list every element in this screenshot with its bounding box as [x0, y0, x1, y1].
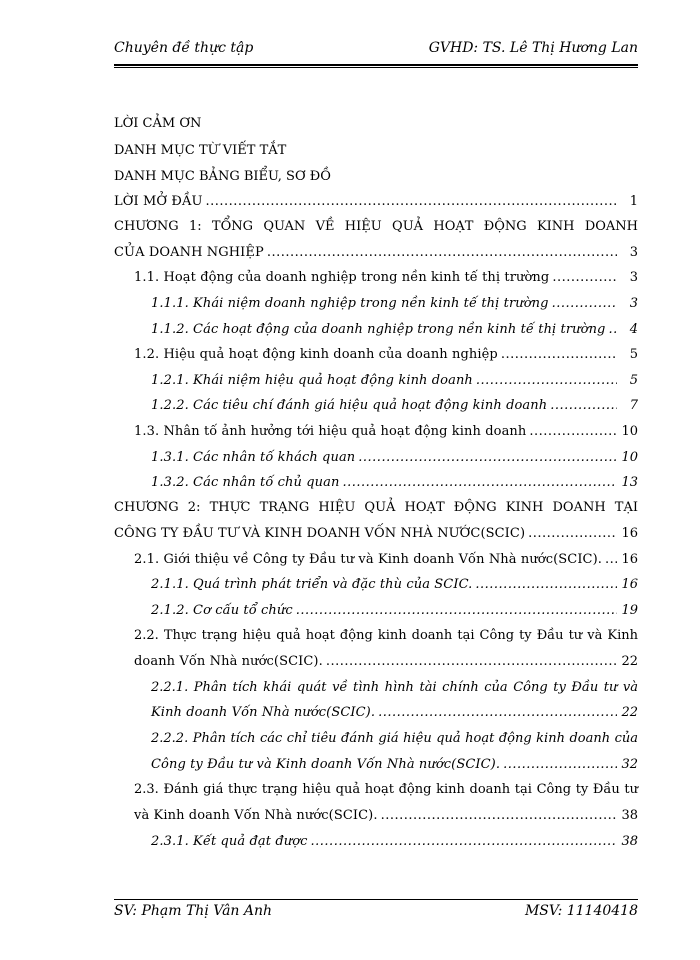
toc-entry [151, 450, 638, 465]
toc-dot-leader [311, 834, 617, 849]
toc-entry-page: 22 [621, 654, 638, 669]
toc-entry-title: 1.2. Hiệu quả hoạt động kinh doanh của doanh nghiệp [134, 347, 498, 362]
toc-entry-title: 1.1.2. Các hoạt động của doanh nghiệp trong nền kinh tế thị trường [151, 322, 606, 337]
footer-left: SV: Phạm Thị Vân Anh [114, 903, 273, 919]
toc-chapter-1-line1: CHƯƠNG 1: TỔNG QUAN VỀ HIỆU QUẢ HOẠT ĐỘNG KINH DOANH [114, 219, 638, 234]
toc-entry-page: 16 [621, 526, 638, 541]
toc-entry [151, 757, 638, 772]
footer-right: MSV: 11140418 [524, 903, 638, 919]
toc-section-2-2-1-line2: Kinh doanh Vốn Nhà nước(SCIC). [151, 705, 376, 720]
toc-dot-leader [342, 475, 617, 490]
toc-dot-leader [501, 347, 617, 362]
toc-entry-page: 7 [629, 398, 638, 413]
toc-entry-page: 5 [629, 373, 638, 388]
toc-dot-leader [529, 424, 617, 439]
toc-entry-page: 38 [621, 808, 638, 823]
toc-dot-leader [608, 322, 617, 337]
toc-dot-leader [358, 450, 617, 465]
toc-dot-leader [605, 552, 617, 567]
toc-dot-leader [552, 270, 617, 285]
toc-entry-page: 3 [629, 296, 638, 311]
toc-chapter-2-line1: CHƯƠNG 2: THỰC TRẠNG HIỆU QUẢ HOẠT ĐỘNG KINH DOANH TẠI [114, 500, 638, 515]
toc-dot-leader [475, 577, 617, 592]
toc-entry [134, 270, 638, 285]
toc-entry-title: 2.1. Giới thiệu về Công ty Đầu tư và Kinh doanh Vốn Nhà nước(SCIC). [134, 552, 603, 567]
toc-section-2-2-1-line1: 2.2.1. Phân tích khái quát về tình hình tài chính của Công ty Đầu tư và [151, 680, 638, 695]
toc-entry [151, 398, 638, 413]
footer-rule [114, 899, 638, 900]
toc-entry-page: 19 [621, 603, 638, 618]
toc-dot-leader [503, 757, 617, 772]
toc-entry-page: 5 [629, 347, 638, 362]
toc-entry-title: 1.2.1. Khái niệm hiệu quả hoạt động kinh doanh [151, 373, 473, 388]
toc-entry-title: 1.1. Hoạt động của doanh nghiệp trong nền kinh tế thị trường [134, 270, 550, 285]
toc-entry [151, 373, 638, 388]
page-footer [114, 903, 638, 919]
header-left: Chuyên đề thực tập [114, 40, 254, 56]
toc-entry [134, 654, 638, 669]
toc-dot-leader [476, 373, 617, 388]
toc-entry-page: 3 [629, 270, 638, 285]
header-right: GVHD: TS. Lê Thị Hương Lan [428, 40, 638, 56]
toc-entry-page: 3 [629, 245, 638, 260]
header-rule [114, 64, 638, 68]
toc-entry [134, 347, 638, 362]
toc-entry-title: 1.3.1. Các nhân tố khách quan [151, 450, 356, 465]
toc-entry-page: 16 [621, 577, 638, 592]
toc-entry-page: 10 [621, 450, 638, 465]
toc-entry [134, 808, 638, 823]
toc-section-2-3-line1: 2.3. Đánh giá thực trạng hiệu quả hoạt động kinh doanh tại Công ty Đầu tư [134, 782, 638, 797]
toc-entry [151, 577, 638, 592]
toc-section-2-2-line2: doanh Vốn Nhà nước(SCIC). [134, 654, 323, 669]
toc-danh-muc-bang-bieu: DANH MỤC BẢNG BIỂU, SƠ ĐỒ [114, 169, 331, 184]
toc-entry [151, 475, 638, 490]
toc-chapter-2-line2: CÔNG TY ĐẦU TƯ VÀ KINH DOANH VỐN NHÀ NƯỚC(SCIC) [114, 526, 526, 541]
toc-entry-page: 16 [621, 552, 638, 567]
toc-dot-leader [528, 526, 617, 541]
toc-dot-leader [267, 245, 617, 260]
toc-entry [114, 194, 638, 209]
toc-entry [134, 552, 638, 567]
toc-chapter-1-line2: CỦA DOANH NGHIỆP [114, 245, 264, 260]
toc-entry-page: 10 [621, 424, 638, 439]
toc-entry [151, 705, 638, 720]
toc-loi-cam-on: LỜI CẢM ƠN [114, 116, 202, 131]
toc-entry-title: 2.3.1. Kết quả đạt được [151, 834, 308, 849]
toc-entry-title: LỜI MỞ ĐẦU [114, 194, 203, 209]
toc-dot-leader [326, 654, 617, 669]
toc-entry-page: 22 [621, 705, 638, 720]
toc-entry [114, 245, 638, 260]
toc-entry-page: 32 [621, 757, 638, 772]
toc-entry [151, 296, 638, 311]
toc-section-2-2-2-line2: Công ty Đầu tư và Kinh doanh Vốn Nhà nước(SCIC). [151, 757, 501, 772]
toc-entry-title: 1.3. Nhân tố ảnh hưởng tới hiệu quả hoạt động kinh doanh [134, 424, 527, 439]
toc-dot-leader [550, 398, 617, 413]
toc-danh-muc-tu-viet-tat: DANH MỤC TỪ VIẾT TẮT [114, 143, 287, 158]
toc-entry-title: 2.1.2. Cơ cấu tổ chức [151, 603, 293, 618]
toc-entry-page: 13 [621, 475, 638, 490]
toc-dot-leader [378, 705, 617, 720]
toc-dot-leader [296, 603, 617, 618]
toc-section-2-2-2-line1: 2.2.2. Phân tích các chỉ tiêu đánh giá hiệu quả hoạt động kinh doanh của [151, 731, 638, 746]
toc-entry [151, 322, 638, 337]
toc-dot-leader [206, 194, 618, 209]
page-header [114, 40, 638, 56]
toc-entry-page: 38 [621, 834, 638, 849]
toc-entry-page: 1 [629, 194, 638, 209]
toc-entry [151, 603, 638, 618]
toc-entry-title: 1.1.1. Khái niệm doanh nghiệp trong nền kinh tế thị trường [151, 296, 549, 311]
toc-entry-page: 4 [629, 322, 638, 337]
toc-entry-title: 1.3.2. Các nhân tố chủ quan [151, 475, 340, 490]
toc-section-2-3-line2: và Kinh doanh Vốn Nhà nước(SCIC). [134, 808, 378, 823]
toc-dot-leader [381, 808, 617, 823]
toc-entry [151, 834, 638, 849]
toc-entry-title: 2.1.1. Quá trình phát triển và đặc thù của SCIC. [151, 577, 473, 592]
toc-entry [134, 424, 638, 439]
toc-entry [114, 526, 638, 541]
toc-entry-title: 1.2.2. Các tiêu chí đánh giá hiệu quả hoạt động kinh doanh [151, 398, 548, 413]
toc-section-2-2-line1: 2.2. Thực trạng hiệu quả hoạt động kinh doanh tại Công ty Đầu tư và Kinh [134, 628, 638, 643]
toc-dot-leader [552, 296, 617, 311]
